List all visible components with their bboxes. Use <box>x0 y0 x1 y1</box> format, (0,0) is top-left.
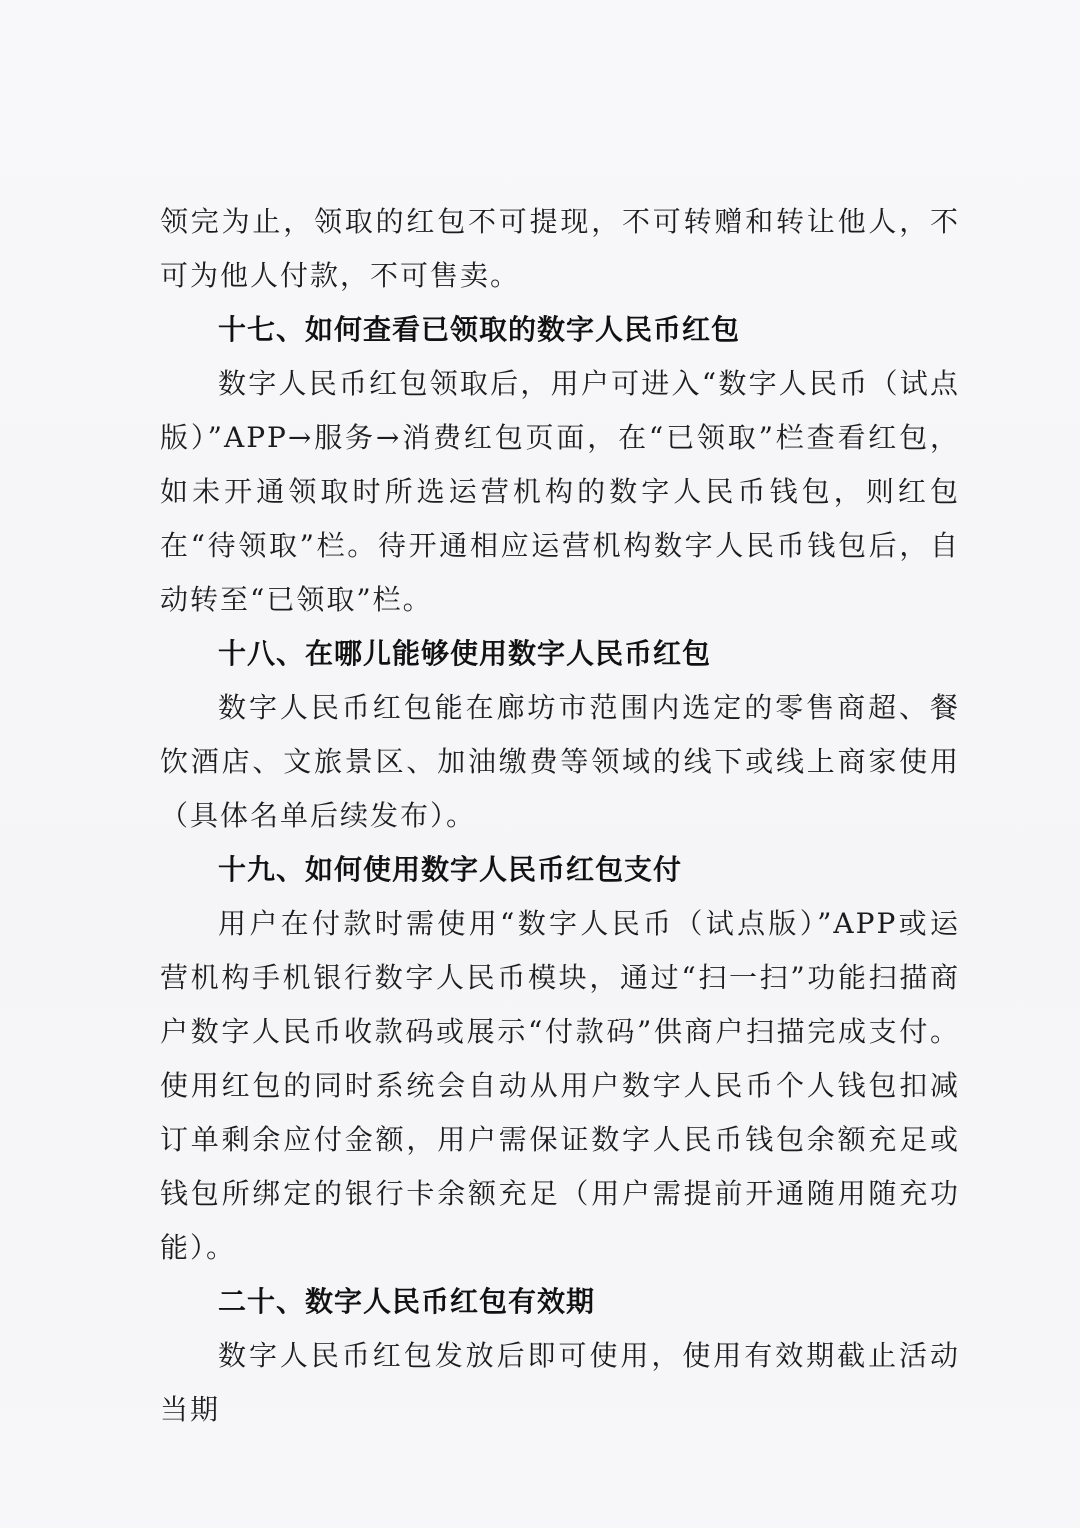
intro-paragraph: 领完为止，领取的红包不可提现，不可转赠和转让他人，不可为他人付款，不可售卖。 <box>160 205 960 292</box>
document-content <box>160 195 960 1437</box>
section-18-body: 数字人民币红包能在廊坊市范围内选定的零售商超、餐饮酒店、文旅景区、加油缴费等领域的线下或线上商家使用（具体名单后续发布）。 <box>160 691 960 832</box>
section-19-heading: 十九、如何使用数字人民币红包支付 <box>218 853 683 886</box>
section-19-body: 用户在付款时需使用“数字人民币（试点版）”APP或运营机构手机银行数字人民币模块，通过“扫一扫”功能扫描商户数字人民币收款码或展示“付款码”供商户扫描完成支付。使用红包的同时系统会自动从用户数字人民币个人钱包扣减订单剩余应付金额，用户需保证数字人民币钱包余额充足或钱包所绑定的银行卡余额充足（用户需提前开通随用随充功能）。 <box>160 907 960 1264</box>
section-17-body: 数字人民币红包领取后，用户可进入“数字人民币（试点版）”APP→服务→消费红包页面，在“已领取”栏查看红包，如未开通领取时所选运营机构的数字人民币钱包，则红包在“待领取”栏。待开通相应运营机构数字人民币钱包后，自动转至“已领取”栏。 <box>160 367 960 616</box>
section-20-heading: 二十、数字人民币红包有效期 <box>218 1285 596 1318</box>
section-17-heading: 十七、如何查看已领取的数字人民币红包 <box>218 313 741 346</box>
section-18-heading: 十八、在哪儿能够使用数字人民币红包 <box>218 637 712 670</box>
section-20-body: 数字人民币红包发放后即可使用，使用有效期截止活动当期 <box>160 1339 960 1426</box>
